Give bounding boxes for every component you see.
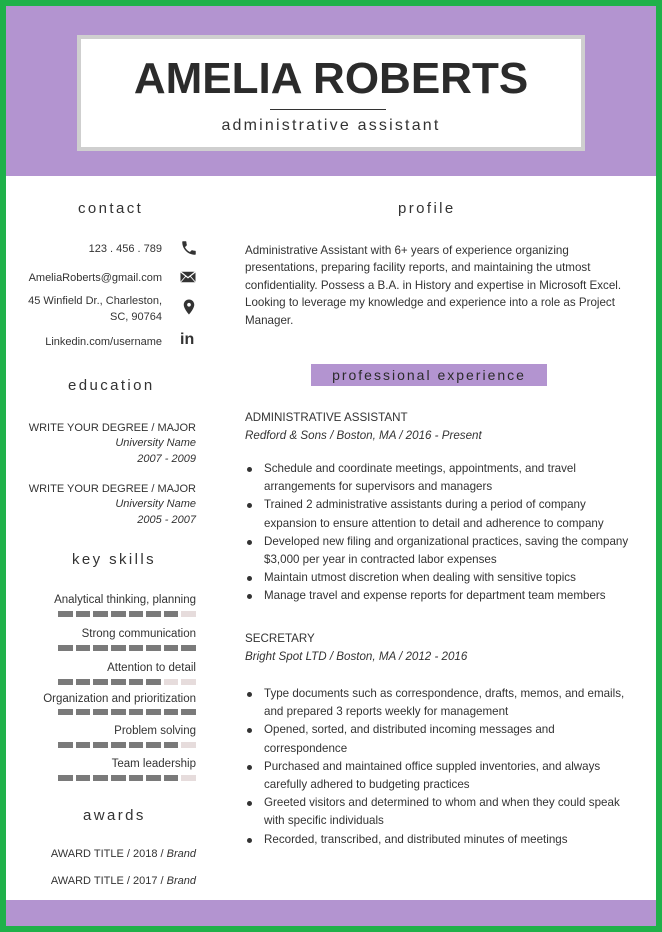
contact-phone: 123 . 456 . 789 (88, 243, 162, 255)
job-bullets (245, 460, 640, 606)
skill-level-bar (58, 645, 196, 651)
linkedin-icon: in (180, 331, 195, 348)
awards-heading: awards (83, 807, 146, 824)
skill-level-bar (58, 742, 196, 748)
job-bullet: Schedule and coordinate meetings, appointments, and travel arrangements for supervisors and managers (245, 460, 640, 496)
skill-level-segment (58, 611, 73, 617)
job-bullet: Manage travel and expense reports for department team members (245, 587, 640, 605)
skill-level-segment (146, 611, 161, 617)
skill-level-segment (181, 742, 196, 748)
header-band (6, 6, 656, 176)
award-item: AWARD TITLE / 2017 / Brand (50, 875, 196, 887)
skill-level-segment (93, 679, 108, 685)
name-box (77, 35, 585, 151)
education-degree: WRITE YOUR DEGREE / MAJOR (28, 483, 196, 495)
skill-level-segment (164, 742, 179, 748)
skill-level-segment (181, 775, 196, 781)
skill-level-segment (93, 611, 108, 617)
skill-level-segment (164, 611, 179, 617)
location-pin-icon (180, 298, 198, 316)
contact-email: AmeliaRoberts@gmail.com (28, 272, 162, 284)
job-bullet: Opened, sorted, and distributed incoming messages and correspondence (245, 721, 640, 757)
envelope-icon (179, 268, 197, 286)
job-meta: Redford & Sons / Boston, MA / 2016 - Present (245, 429, 482, 442)
award-title: AWARD TITLE (50, 875, 124, 887)
skill-level-segment (58, 709, 73, 715)
education-years: 2005 - 2007 (137, 514, 196, 526)
skill-level-bar (58, 611, 196, 617)
skill-level-segment (58, 742, 73, 748)
education-university: University Name (115, 437, 196, 449)
footer-band (6, 900, 656, 926)
skill-level-segment (76, 742, 91, 748)
skills-heading: key skills (72, 551, 157, 568)
skill-level-segment (129, 645, 144, 651)
job-bullet: Developed new filing and organizational practices, saving the company $3,000 per year in contracted labor expenses (245, 533, 640, 569)
education-years: 2007 - 2009 (137, 453, 196, 465)
job-bullet: Recorded, transcribed, and distributed minutes of meetings (245, 831, 640, 849)
award-year: 2018 (132, 848, 158, 860)
skill-level-segment (58, 775, 73, 781)
contact-linkedin: Linkedin.com/username (45, 336, 162, 348)
skill-label: Analytical thinking, planning (54, 594, 196, 606)
job-bullet: Purchased and maintained office suppled inventories, and always carefully adhered to budgeting practices (245, 758, 640, 794)
skill-level-segment (129, 709, 144, 715)
candidate-title: administrative assistant (221, 117, 441, 134)
skill-level-segment (164, 679, 179, 685)
name-divider (270, 109, 386, 110)
skill-level-segment (93, 645, 108, 651)
education-degree: WRITE YOUR DEGREE / MAJOR (28, 422, 196, 434)
skill-label: Team leadership (111, 758, 196, 770)
skill-level-bar (58, 775, 196, 781)
skill-level-segment (181, 679, 196, 685)
education-university: University Name (115, 498, 196, 510)
contact-address-line2: SC, 90764 (110, 311, 162, 323)
skill-level-segment (129, 611, 144, 617)
skill-level-segment (129, 775, 144, 781)
job-bullet: Greeted visitors and determined to whom and when they could speak with specific individuals (245, 794, 640, 830)
skill-level-segment (181, 611, 196, 617)
job-bullet: Maintain utmost discretion when dealing with sensitive topics (245, 569, 640, 587)
skill-level-segment (58, 645, 73, 651)
experience-heading: professional experience (311, 364, 547, 386)
skill-level-segment (111, 775, 126, 781)
skill-level-segment (164, 775, 179, 781)
skill-level-segment (93, 709, 108, 715)
skill-level-segment (146, 645, 161, 651)
job-meta: Bright Spot LTD / Boston, MA / 2012 - 2016 (245, 650, 468, 663)
skill-label: Organization and prioritization (43, 693, 196, 705)
skill-level-segment (93, 775, 108, 781)
skill-level-segment (111, 709, 126, 715)
job-title: ADMINISTRATIVE ASSISTANT (245, 411, 408, 424)
job-bullet: Trained 2 administrative assistants during a period of company expansion to ensure attention to detail and adherence to company (245, 496, 640, 532)
skill-level-segment (93, 742, 108, 748)
contact-heading: contact (78, 200, 144, 217)
award-brand: Brand (166, 848, 196, 860)
phone-icon (180, 239, 198, 257)
award-title: AWARD TITLE (50, 848, 124, 860)
skill-level-segment (146, 742, 161, 748)
skill-label: Problem solving (114, 725, 196, 737)
education-heading: education (68, 377, 155, 394)
skill-level-segment (181, 709, 196, 715)
award-year: 2017 (132, 875, 158, 887)
candidate-name: AMELIA ROBERTS (133, 54, 529, 103)
skill-level-segment (76, 775, 91, 781)
award-item: AWARD TITLE / 2018 / Brand (50, 848, 196, 860)
skill-level-segment (164, 645, 179, 651)
skill-level-segment (146, 775, 161, 781)
contact-address-line1: 45 Winfield Dr., Charleston, (28, 295, 162, 307)
skill-level-segment (129, 679, 144, 685)
skill-level-segment (76, 645, 91, 651)
skill-level-segment (76, 611, 91, 617)
skill-level-segment (58, 679, 73, 685)
skill-level-segment (111, 679, 126, 685)
skill-label: Attention to detail (107, 662, 196, 674)
skill-level-segment (164, 709, 179, 715)
skill-level-segment (76, 709, 91, 715)
skill-level-segment (111, 611, 126, 617)
profile-heading: profile (398, 200, 456, 217)
job-bullets (245, 685, 640, 849)
skill-level-segment (181, 645, 196, 651)
job-bullet: Type documents such as correspondence, drafts, memos, and emails, and prepared 3 reports weekly for management (245, 685, 640, 721)
skill-level-segment (129, 742, 144, 748)
profile-text: Administrative Assistant with 6+ years of experience organizing presentations, preparing facility reports, and maintaining the utmost confidentiality. Possess a B.A. in History and expertise in Microsoft Excel. Looking to leverage my knowledge and experience into a role as Project Manager. (245, 244, 622, 327)
skill-level-segment (76, 679, 91, 685)
skill-level-bar (58, 679, 196, 685)
skill-level-bar (58, 709, 196, 715)
skill-level-segment (111, 742, 126, 748)
skill-level-segment (111, 645, 126, 651)
skill-level-segment (146, 679, 161, 685)
job-title: SECRETARY (245, 632, 315, 645)
skill-label: Strong communication (81, 628, 196, 640)
skill-level-segment (146, 709, 161, 715)
resume-page (6, 6, 656, 926)
award-brand: Brand (166, 875, 196, 887)
